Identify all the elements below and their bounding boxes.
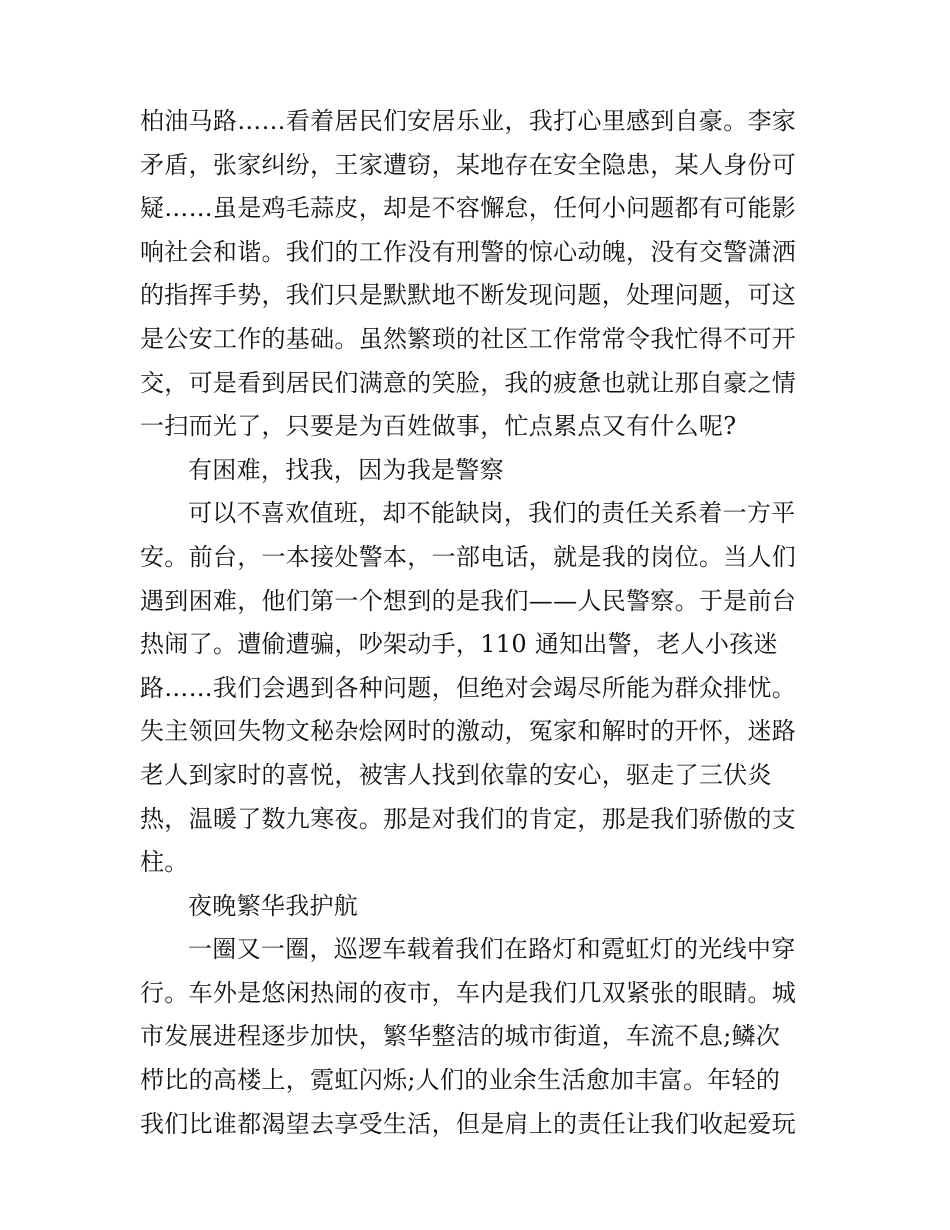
text-line: 我们比谁都渴望去享受生活，但是肩上的责任让我们收起爱玩 — [140, 1109, 797, 1138]
text-line: 栉比的高楼上，霓虹闪烁;人们的业余生活愈加丰富。年轻的 — [140, 1066, 781, 1095]
section-heading: 夜晚繁华我护航 — [188, 891, 359, 920]
text-line: 是公安工作的基础。虽然繁琐的社区工作常常令我忙得不可开 — [140, 324, 797, 353]
text-line: 柱。 — [140, 848, 189, 877]
paragraph-start: 可以不喜欢值班，却不能缺岗，我们的责任关系着一方平 — [188, 499, 796, 528]
text-line: 交，可是看到居民们满意的笑脸，我的疲惫也就让那自豪之情 — [140, 368, 797, 397]
text-line: 失主领回失物文秘杂烩网时的激动，冤家和解时的开怀，迷路 — [140, 717, 797, 746]
text-line: 行。车外是悠闲热闹的夜市，车内是我们几双紧张的眼睛。城 — [140, 978, 797, 1007]
text-line: 老人到家时的喜悦，被害人找到依靠的安心，驱走了三伏炎 — [140, 760, 772, 789]
section-heading: 有困难，找我，因为我是警察 — [188, 455, 504, 484]
text-line: 柏油马路……看着居民们安居乐业，我打心里感到自豪。李家 — [140, 107, 797, 135]
text-line: 热，温暖了数九寒夜。那是对我们的肯定，那是我们骄傲的支 — [140, 804, 797, 833]
text-line: 矛盾，张家纠纷，王家遭窃，某地存在安全隐患，某人身份可 — [140, 150, 797, 179]
text-line: 响社会和谐。我们的工作没有刑警的惊心动魄，没有交警潇洒 — [140, 237, 797, 266]
text-line: 市发展进程逐步加快，繁华整洁的城市街道，车流不息;鳞次 — [140, 1022, 781, 1051]
text-line: 一扫而光了，只要是为百姓做事，忙点累点又有什么呢? — [140, 412, 737, 441]
paragraph-start: 一圈又一圈，巡逻车载着我们在路灯和霓虹灯的光线中穿 — [188, 935, 796, 964]
text-line: 遇到困难，他们第一个想到的是我们——人民警察。于是前台 — [140, 586, 797, 615]
document-page — [140, 100, 820, 1146]
text-line: 热闹了。遭偷遭骗，吵架动手，110 通知出警，老人小孩迷 — [140, 630, 778, 659]
text-line: 的指挥手势，我们只是默默地不断发现问题，处理问题，可这 — [140, 281, 797, 310]
text-line: 路……我们会遇到各种问题，但绝对会竭尽所能为群众排忧。 — [140, 673, 797, 702]
text-line: 疑……虽是鸡毛蒜皮，却是不容懈怠，任何小问题都有可能影 — [140, 194, 797, 223]
text-line: 安。前台，一本接处警本，一部电话，就是我的岗位。当人们 — [140, 542, 797, 571]
